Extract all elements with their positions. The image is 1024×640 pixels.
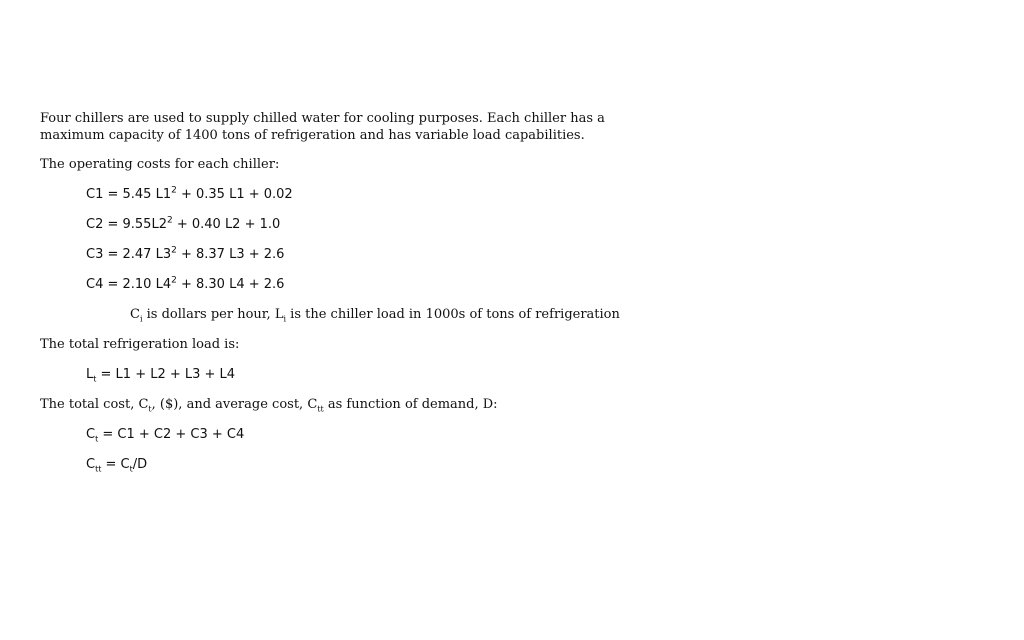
- equation-total-cost: $C_t = C1 + C2 + C3 + C4$: [86, 427, 245, 444]
- equation-c4: C4 = 2.10 $L4^2 + 8.30$ L4 + 2.6: [86, 275, 285, 292]
- equation-c1: C1 = 5.45 $L1^2 + 0.35$ L1 + 0.02: [86, 185, 293, 202]
- equation-total-load: $L_t = L1 + L2 + L3 + L4$: [86, 367, 236, 384]
- total-load-heading: The total refrigeration load is:: [40, 337, 240, 352]
- variable-definition-note: $C_i$ is dollars per hour, $L_i$ is the chiller load in 1000s of tons of refrigeration: [130, 307, 620, 324]
- document-body: [40, 110, 640, 486]
- equation-average-cost: $C_{tt} = C_t/D$: [86, 457, 148, 474]
- intro-paragraph: [40, 110, 624, 144]
- equation-c2: $C2 = 9.55L2^2 + 0.40$ L2 + 1.0: [86, 215, 281, 232]
- intro-line-2: maximum capacity of 1400 tons of refrigeration and has variable load capabilities.: [40, 128, 585, 143]
- operating-costs-heading: The operating costs for each chiller:: [40, 157, 280, 172]
- equation-c3: C3 = 2.47 $L3^2 + 8.37$ L3 + 2.6: [86, 245, 285, 262]
- intro-line-1: Four chillers are used to supply chilled water for cooling purposes. Each chiller has a: [40, 111, 605, 126]
- total-cost-heading: The total cost, $C_t$, ($), and average cost, $C_{tt}$ as function of demand, D:: [40, 397, 498, 414]
